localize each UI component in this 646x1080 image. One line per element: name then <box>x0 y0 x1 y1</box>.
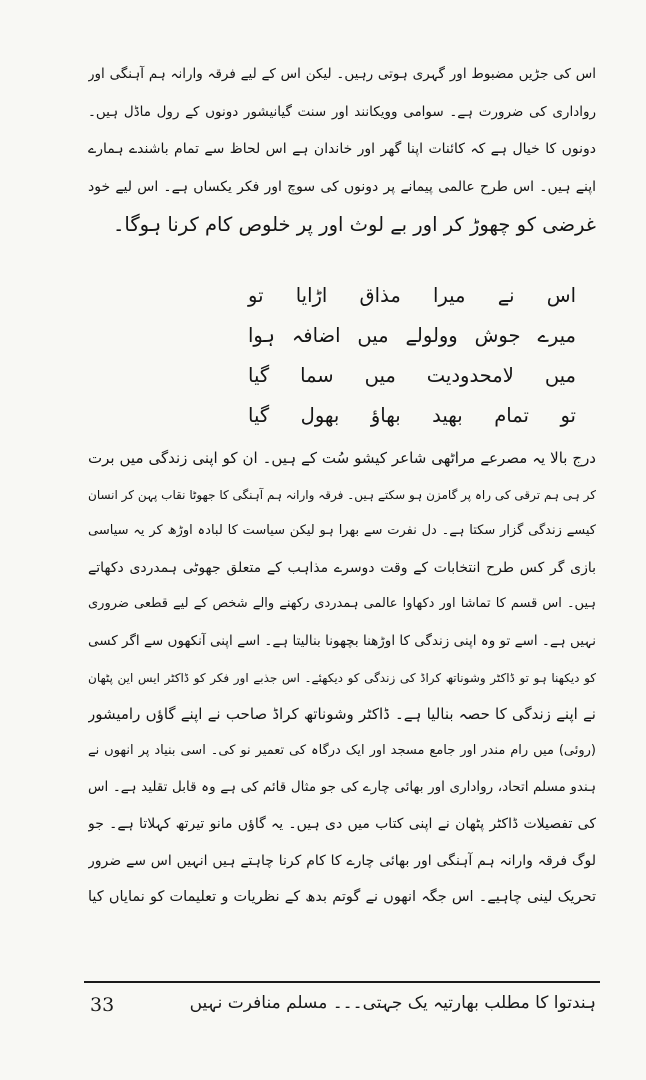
poem-line: تو تمام بھید بھاؤ بھول گیا <box>248 404 576 427</box>
text-line: رواداری کی ضرورت ہے۔ سوامی وویکانند اور سنت گیانیشور دونوں کے رول ماڈل ہیں۔ <box>88 103 596 120</box>
text-line: درج بالا یہ مصرعے مراٹھی شاعر کیشو سُت کے ہیں۔ ان کو اپنی زندگی میں برت <box>88 449 596 467</box>
text-line: اس کی جڑیں مضبوط اور گہری ہوتی رہیں۔ لیکن اس کے لیے فرقہ وارانہ ہم آہنگی اور <box>88 66 596 82</box>
poem-line: اس نے میرا مذاق اڑایا تو <box>248 284 576 307</box>
text-line: غرضی کو چھوڑ کر اور بے لوث اور پر خلوص کام کرنا ہوگا۔ <box>112 213 596 236</box>
text-line: ہندو مسلم اتحاد، رواداری اور بھائی چارے کی جو مثال قائم کی ہے وہ قابل تقلید ہے۔ اس <box>88 779 596 796</box>
running-footer-title: ہندتوا کا مطلب بھارتیہ یک جہتی۔۔۔ مسلم منافرت نہیں <box>189 993 596 1013</box>
poem-verse <box>248 276 576 436</box>
text-line: کی تفصیلات ڈاکٹر پٹھان نے اپنی کتاب میں دی ہیں۔ یہ گاؤں مانو تیرتھ کہلاتا ہے۔ جو <box>88 815 596 832</box>
text-line: لوگ فرقہ وارانہ ہم آہنگی اور بھائی چارے کا کام کرنا چاہتے ہیں انہیں اس سے ضرور <box>88 852 596 869</box>
text-line: نے اپنے زندگی کا حصہ بنالیا ہے۔ ڈاکٹر وشوناتھ کراڈ صاحب نے اپنے گاؤں رامیشور <box>88 705 596 724</box>
poem-line: میں لامحدودیت میں سما گیا <box>248 364 576 387</box>
poem-line: میرے جوش وولولے میں اضافہ ہوا <box>248 324 576 347</box>
text-line: اپنے ہیں۔ اس طرح عالمی پیمانے پر دونوں کی سوچ اور فکر یکساں ہے۔ اس لیے خود <box>88 178 596 195</box>
text-line: (روئی) میں رام مندر اور جامع مسجد اور ایک درگاہ کی تعمیر نو کی۔ اسی بنیاد پر انھوں نے <box>88 742 596 758</box>
text-line: ہیں۔ اس قسم کا تماشا اور دکھاوا عالمی ہمدردی رکھنے والے شخص کے لیے قطعی ضروری <box>88 596 596 612</box>
text-line: تحریک لینی چاہیے۔ اس جگہ انھوں نے گوتم بدھ کے نظریات و تعلیمات کو نمایاں کیا <box>88 889 596 906</box>
text-line: کیسے زندگی گزار سکتا ہے۔ دل نفرت سے بھرا ہو لیکن سیاست کا لبادہ اوڑھ کر یہ سیاسی <box>88 523 596 539</box>
body-paragraph-top <box>88 56 596 244</box>
text-line: دونوں کا خیال ہے کہ کائنات اپنا گھر اور خاندان ہے اس لحاظ سے تمام باشندے ہمارے <box>88 141 596 157</box>
text-line: بازی گر کس طرح انتخابات کے وقت دوسرے مذاہب کے متعلق جھوٹی ہمدردی دکھاتے <box>88 559 596 576</box>
body-paragraph-bottom <box>88 440 596 916</box>
footer-divider <box>84 981 600 983</box>
text-line: کر ہی ہم ترقی کی راہ پر گامزن ہو سکتے ہیں۔ فرقہ وارانہ ہم آہنگی کا جھوٹا نقاب پہن کر انسان <box>88 487 596 502</box>
text-line: کو دیکھنا ہو تو ڈاکٹر وشوناتھ کراڈ کی زندگی کو دیکھئے۔ اس جذبے اور فکر کو ڈاکٹر ایس این پٹھان <box>88 670 596 685</box>
page-number: 33 <box>90 994 115 1016</box>
text-line: نہیں ہے۔ اسے تو وہ اپنی زندگی کا اوڑھنا بچھونا بنالیتا ہے۔ اسے اپنی آنکھوں سے اگر کسی <box>88 632 596 649</box>
